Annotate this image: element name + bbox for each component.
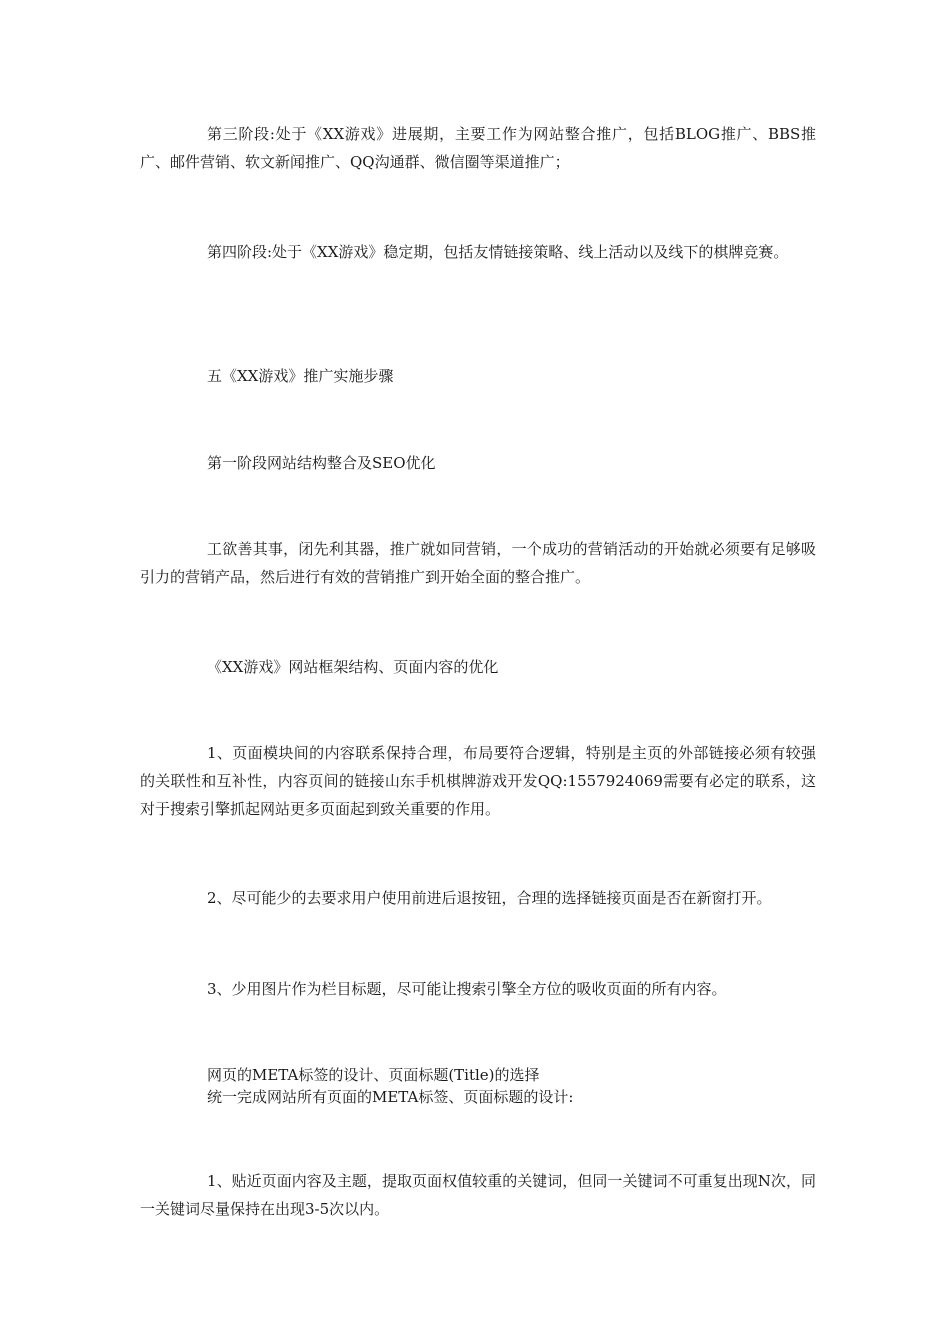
heading-stage-one: 第一阶段网站结构整合及SEO优化 bbox=[207, 454, 436, 472]
paragraph-stage-four: 第四阶段:处于《XX游戏》稳定期，包括友情链接策略、线上活动以及线下的棋牌竞赛。 bbox=[207, 243, 789, 261]
paragraph-item-2: 2、尽可能少的去要求用户使用前进后退按钮，合理的选择链接页面是否在新窗打开。 bbox=[207, 889, 772, 907]
paragraph-item-1: 1、页面模块间的内容联系保持合理，布局要符合逻辑，特别是主页的外部链接必须有较强的关联性和互补性，内容页间的链接山东手机棋牌游戏开发QQ:1557924069需要有必定的联系，这对于搜索引擎抓起网站更多页面起到致关重要的作用。 bbox=[140, 744, 816, 818]
heading-meta-design: 网页的META标签的设计、页面标题(Title)的选择 bbox=[207, 1066, 540, 1084]
paragraph-keyword-item-1: 1、贴近页面内容及主题，提取页面权值较重的关键词，但同一关键词不可重复出现N次，同一关键词尽量保持在出现3-5次以内。 bbox=[140, 1172, 816, 1218]
paragraph-intro: 工欲善其事，闭先利其器，推广就如同营销，一个成功的营销活动的开始就必须要有足够吸引力的营销产品，然后进行有效的营销推广到开始全面的整合推广。 bbox=[140, 540, 816, 586]
paragraph-stage-three: 第三阶段:处于《XX游戏》进展期，主要工作为网站整合推广，包括BLOG推广、BBS推广、邮件营销、软文新闻推广、QQ沟通群、微信圈等渠道推广； bbox=[140, 125, 816, 171]
heading-framework-optimization: 《XX游戏》网站框架结构、页面内容的优化 bbox=[207, 658, 499, 676]
paragraph-item-3: 3、少用图片作为栏目标题，尽可能让搜索引擎全方位的吸收页面的所有内容。 bbox=[207, 980, 727, 998]
heading-meta-unify: 统一完成网站所有页面的META标签、页面标题的设计: bbox=[207, 1088, 574, 1106]
heading-section-five: 五《XX游戏》推广实施步骤 bbox=[207, 367, 394, 385]
